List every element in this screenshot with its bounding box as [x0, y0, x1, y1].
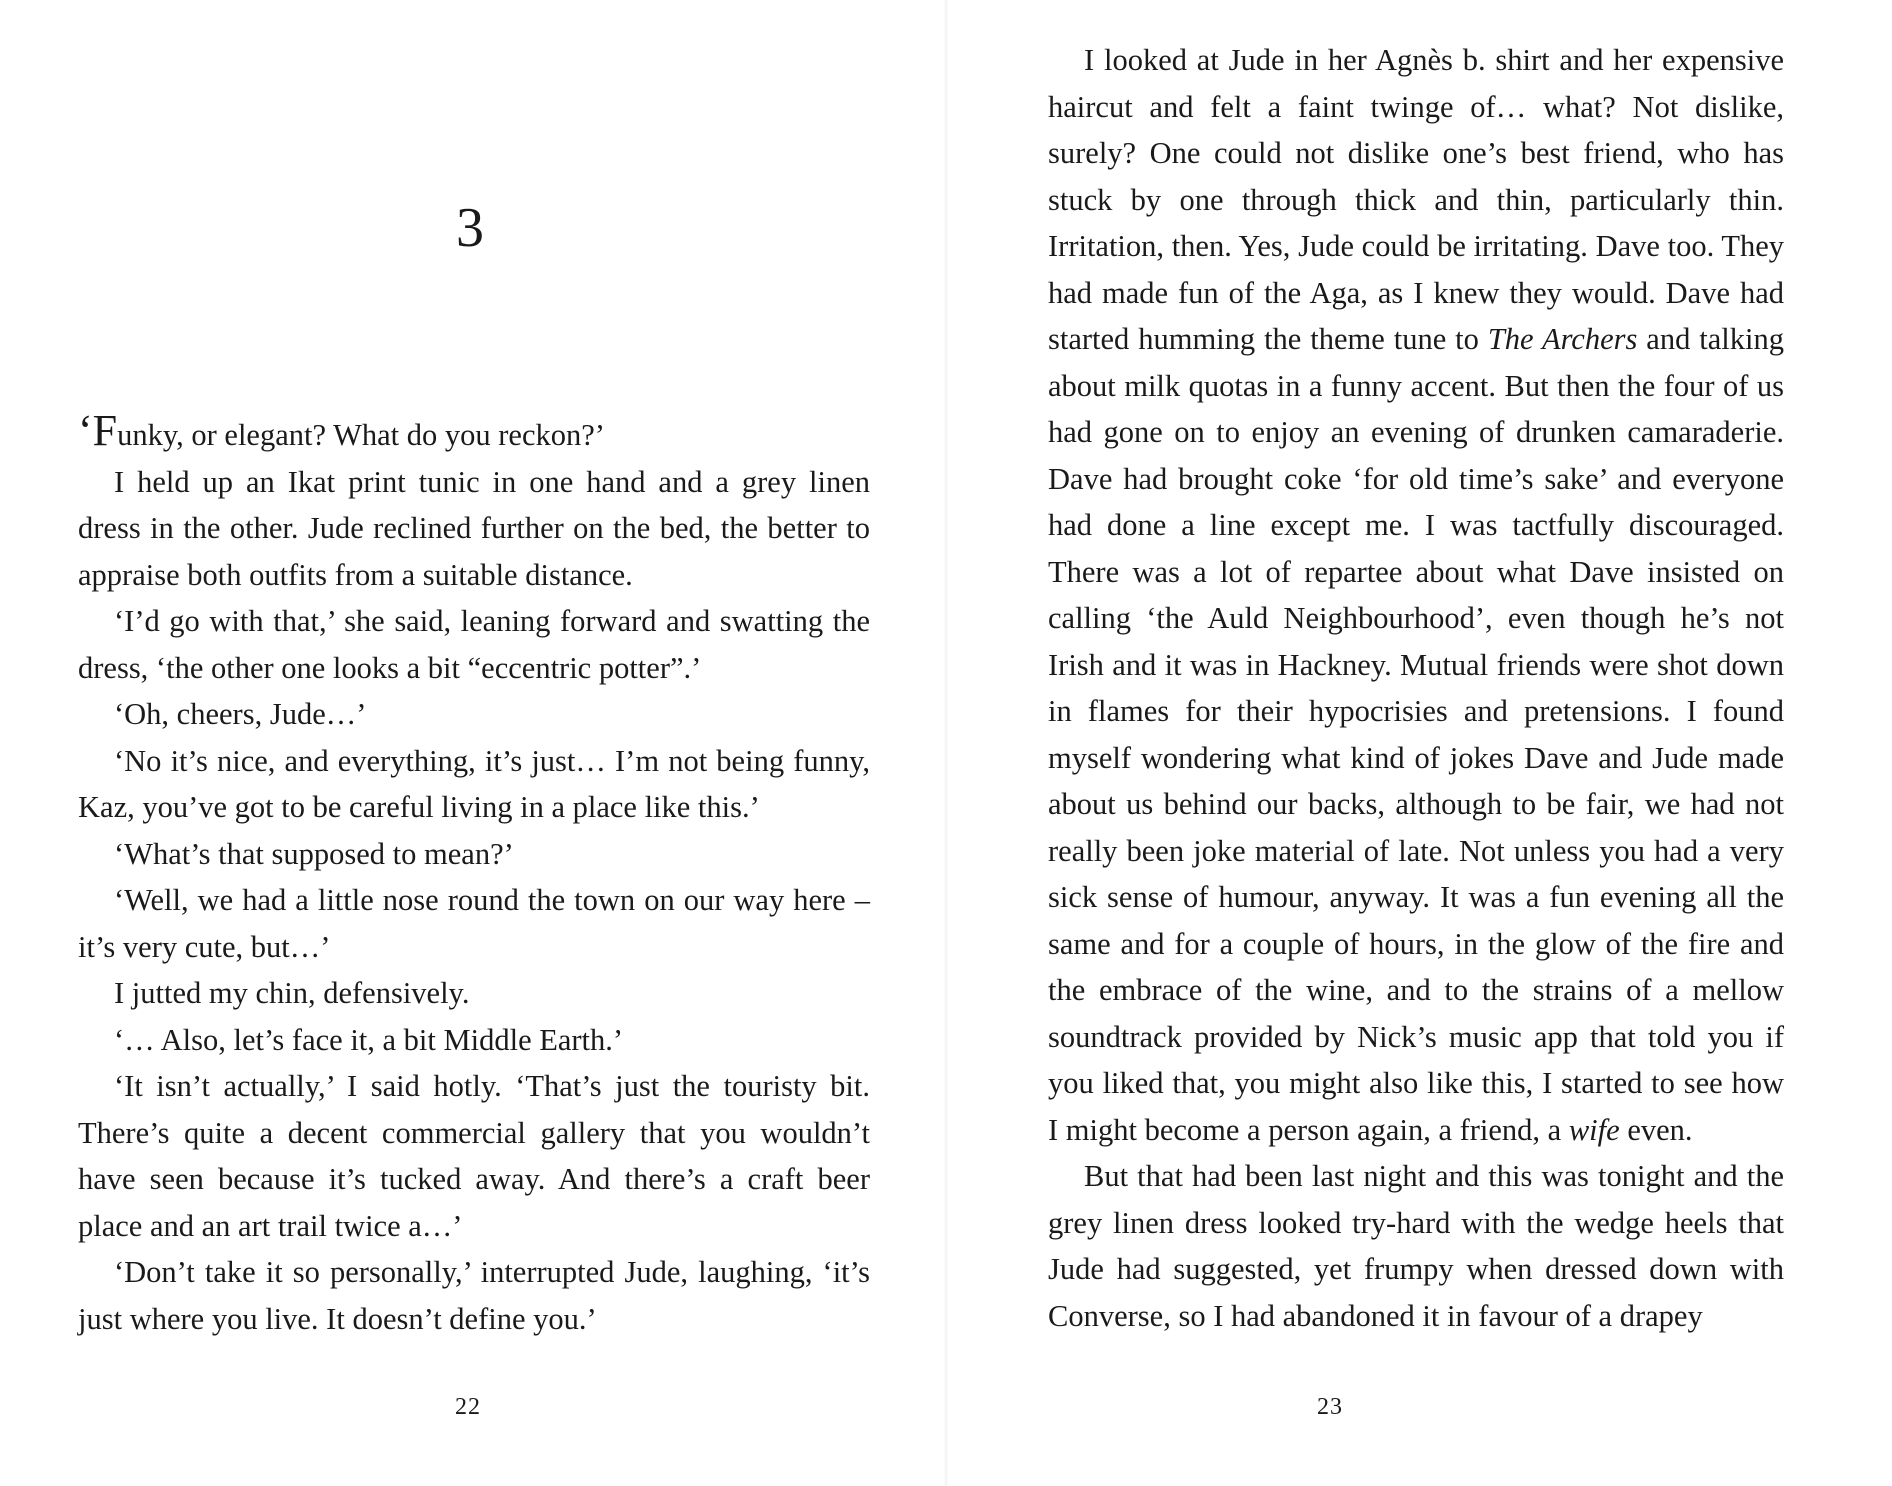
chapter-number: 3: [456, 197, 484, 259]
text-run: I looked at Jude in her Agnès b. shirt and her expensive haircut and felt a faint twinge of… what? Not dislike, surely? One could not dislike one’s best friend, who has stuck by one through thick and thin, particularly thin. Irritation, then. Yes, Jude could be irritating. Dave too. They had made fun of the Aga, as I knew they would. Dave had started humming the theme tune to: [1048, 43, 1784, 356]
right-page: [946, 0, 1892, 1486]
paragraph: ‘What’s that supposed to mean?’: [114, 836, 514, 871]
italic-title: The Archers: [1487, 322, 1638, 356]
text-run: and talking about milk quotas in a funny accent. But then the four of us had gone on to enjoy an evening of drunken camaraderie. Dave had brought coke ‘for old time’s sake’ and everyone had done a line except me. I was tactfully discouraged. There was a lot of repartee about what Dave insisted on calling ‘the Auld Neighbourhood’, even though he’s not Irish and it was in Hackney. Mutual friends were shot down in flames for their hypocrisies and pretensions. I found myself wondering what kind of jokes Dave and Jude made about us behind our backs, although to be fair, we had not really been joke material of late. Not unless you had a very sick sense of humour, anyway. It was a fun evening all the same and for a couple of hours, in the glow of the fire and the embrace of the wine, and to the strains of a mellow soundtrack provided by Nick’s music app that told you if you liked that, you might also like this, I started to see how I might become a person again, a friend, a: [1048, 322, 1784, 1147]
paragraph: I held up an Ikat print tunic in one hand and a grey linen dress in the other. Jude reclined further on the bed, the better to appraise both outfits from a suitable distance.: [78, 464, 870, 592]
drop-cap: ‘F: [78, 406, 118, 455]
right-page-text: [1048, 37, 1784, 1339]
paragraph: ‘Don’t take it so personally,’ interrupted Jude, laughing, ‘it’s just where you live. It doesn’t define you.’: [78, 1255, 870, 1336]
paragraph: ‘Oh, cheers, Jude…’: [114, 697, 367, 731]
paragraph: ‘No it’s nice, and everything, it’s just… I’m not being funny, Kaz, you’ve got to be careful living in a place like this.’: [78, 743, 870, 824]
paragraph: I jutted my chin, defensively.: [114, 976, 470, 1010]
paragraph: ‘… Also, let’s face it, a bit Middle Earth.’: [114, 1022, 624, 1057]
left-page-text: [78, 406, 870, 1342]
paragraph: But that had been last night and this was tonight and the grey linen dress looked try-hard with the wedge heels that Jude had suggested, yet frumpy when dressed down with Converse, so I had abandoned it in favour of a drapey: [1048, 1159, 1784, 1333]
paragraph: ‘It isn’t actually,’ I said hotly. ‘That’s just the touristy bit. There’s quite a decent commercial gallery that you wouldn’t have seen because it’s tucked away. And there’s a craft beer place and an art trail twice a…’: [78, 1069, 870, 1243]
paragraph: [1048, 37, 1784, 1153]
paragraph: ‘I’d go with that,’ she said, leaning forward and swatting the dress, ‘the other one looks a bit “eccentric potter”.’: [78, 604, 870, 685]
italic-word: wife: [1568, 1112, 1620, 1147]
paragraph: ‘Well, we had a little nose round the town on our way here – it’s very cute, but…’: [78, 883, 870, 964]
opening-paragraph: [78, 406, 870, 459]
opening-text: unky, or elegant? What do you reckon?’: [117, 418, 605, 452]
page-number-left: 22: [455, 1394, 481, 1420]
text-run: even.: [1619, 1112, 1693, 1147]
page-number-right: 23: [1317, 1394, 1343, 1420]
